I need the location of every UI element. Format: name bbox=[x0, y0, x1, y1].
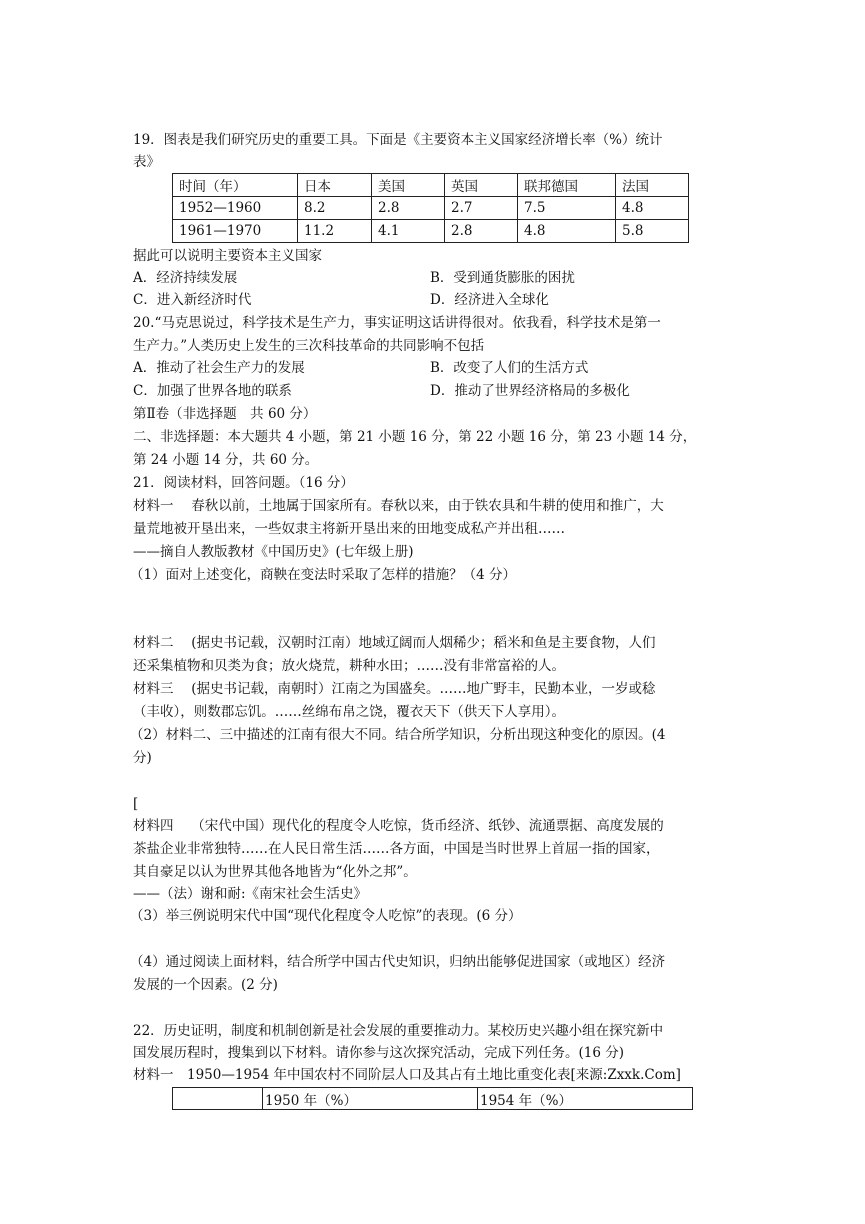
table-header-row bbox=[173, 1088, 693, 1110]
table-cell: 日本 bbox=[298, 174, 372, 197]
part2-instructions-line2: 第 24 小题 14 分，共 60 分。 bbox=[133, 452, 319, 468]
q21-material1-line1: 材料一 春秋以前，土地属于国家所有。春秋以来，由于铁农具和牛耕的使用和推广，大 bbox=[133, 498, 664, 514]
table-cell: 2.8 bbox=[445, 220, 518, 243]
q22-material1-title: 材料一 1950—1954 年中国农村不同阶层人口及其占有土地比重变化表[来源:Zxxk.Com] bbox=[133, 1067, 681, 1083]
q21-subquestion-2-line1: （2）材料二、三中描述的江南有很大不同。结合所学知识，分析出现这种变化的原因。(4 bbox=[130, 727, 666, 743]
part2-instructions-line1: 二、非选择题：本大题共 4 小题，第 21 小题 16 分，第 22 小题 16 分，第 23 小题 14 分， bbox=[133, 429, 697, 445]
q21-material2-line2: 还采集植物和贝类为食；放火烧荒，耕种水田；……没有非常富裕的人。 bbox=[133, 658, 565, 674]
q21-title: 21．阅读材料，回答问题。（16 分） bbox=[133, 475, 354, 491]
table-cell: 4.8 bbox=[616, 197, 689, 220]
q19-growth-table bbox=[172, 173, 689, 243]
q19-option-c: C．进入新经济时代 bbox=[133, 292, 252, 308]
q21-subquestion-1: （1）面对上述变化，商鞅在变法时采取了怎样的措施？（4 分） bbox=[130, 567, 516, 583]
stray-bracket: [ bbox=[133, 796, 139, 812]
table-cell: 1961—1970 bbox=[173, 220, 298, 243]
table-row bbox=[173, 197, 689, 220]
q21-material4-line3: 其自豪足以认为世界其他各地皆为“化外之邦”。 bbox=[133, 864, 417, 880]
q20-option-c: C．加强了世界各地的联系 bbox=[133, 383, 292, 399]
q20-line1: 20.“马克思说过，科学技术是生产力，事实证明这话讲得很对。依我看，科学技术是第一 bbox=[133, 315, 661, 331]
q20-line2: 生产力。”人类历史上发生的三次科技革命的共同影响不包括 bbox=[133, 338, 485, 354]
table-cell: 2.7 bbox=[445, 197, 518, 220]
q21-material1-line2: 量荒地被开垦出来，一些奴隶主将新开垦出来的田地变成私产并出租…… bbox=[133, 521, 565, 537]
table-header-row bbox=[173, 174, 689, 197]
table-cell: 7.5 bbox=[518, 197, 616, 220]
q20-option-b: B．改变了人们的生活方式 bbox=[430, 360, 589, 376]
q19-option-d: D．经济进入全球化 bbox=[430, 292, 549, 308]
table-cell: 英国 bbox=[445, 174, 518, 197]
table-cell bbox=[173, 1088, 263, 1110]
table-cell: 美国 bbox=[372, 174, 445, 197]
q21-material3-line1: 材料三 (据史书记载，南朝时）江南之为国盛矣。……地广野丰，民勤本业，一岁或稔 bbox=[133, 681, 656, 697]
q21-subquestion-2-line2: 分) bbox=[133, 750, 152, 766]
table-cell: 8.2 bbox=[298, 197, 372, 220]
q19-stem: 据此可以说明主要资本主义国家 bbox=[133, 248, 322, 264]
table-cell: 时间（年） bbox=[173, 174, 298, 197]
q21-material1-source: ——摘自人教版教材《中国历史》(七年级上册) bbox=[133, 544, 414, 560]
table-cell: 11.2 bbox=[298, 220, 372, 243]
q21-subquestion-4-line2: 发展的一个因素。(2 分) bbox=[133, 977, 278, 993]
table-row bbox=[173, 220, 689, 243]
table-cell: 法国 bbox=[616, 174, 689, 197]
q19-option-b: B．受到通货膨胀的困扰 bbox=[430, 270, 575, 286]
q21-material4-line2: 茶盐企业非常独特……在人民日常生活……各方面，中国是当时世界上首屈一指的国家， bbox=[133, 841, 660, 857]
q21-subquestion-3: （3）举三例说明宋代中国“现代化程度令人吃惊”的表现。(6 分） bbox=[130, 908, 522, 924]
q19-option-a: A．经济持续发展 bbox=[133, 270, 238, 286]
q21-material4-line1: 材料四 （宋代中国）现代化的程度令人吃惊，货币经济、纸钞、流通票据、高度发展的 bbox=[133, 818, 664, 834]
table-cell: 4.8 bbox=[518, 220, 616, 243]
table-cell: 2.8 bbox=[372, 197, 445, 220]
q21-subquestion-4-line1: （4）通过阅读上面材料，结合所学中国古代史知识，归纳出能够促进国家（或地区）经济 bbox=[130, 954, 666, 970]
q21-material3-line2: （丰收），则数郡忘饥。……丝绵布帛之饶，覆衣天下（供天下人享用）。 bbox=[133, 704, 565, 720]
q19-line2: 表》 bbox=[133, 154, 160, 170]
table-cell: 1952—1960 bbox=[173, 197, 298, 220]
q19-line1: 19．图表是我们研究历史的重要工具。下面是《主要资本主义国家经济增长率（%）统计 bbox=[133, 132, 663, 148]
q20-option-a: A．推动了社会生产力的发展 bbox=[133, 360, 305, 376]
q22-land-table bbox=[172, 1087, 693, 1110]
q22-line2: 国发展历程时，搜集到以下材料。请你参与这次探究活动，完成下列任务。(16 分) bbox=[133, 1045, 625, 1061]
q21-material2-line1: 材料二 (据史书记载，汉朝时江南）地域辽阔而人烟稀少；稻米和鱼是主要食物，人们 bbox=[133, 635, 656, 651]
part2-title: 第Ⅱ卷（非选择题 共 60 分） bbox=[133, 406, 317, 422]
table-cell: 4.1 bbox=[372, 220, 445, 243]
table-cell: 5.8 bbox=[616, 220, 689, 243]
q20-option-d: D．推动了世界经济格局的多极化 bbox=[430, 383, 630, 399]
q21-material4-source: ——（法）谢和耐:《南宋社会生活史》 bbox=[133, 886, 368, 902]
q22-line1: 22．历史证明，制度和机制创新是社会发展的重要推动力。某校历史兴趣小组在探究新中 bbox=[133, 1023, 664, 1039]
table-cell: 1950 年（%） bbox=[263, 1088, 478, 1110]
table-cell: 1954 年（%） bbox=[478, 1088, 693, 1110]
table-cell: 联邦德国 bbox=[518, 174, 616, 197]
